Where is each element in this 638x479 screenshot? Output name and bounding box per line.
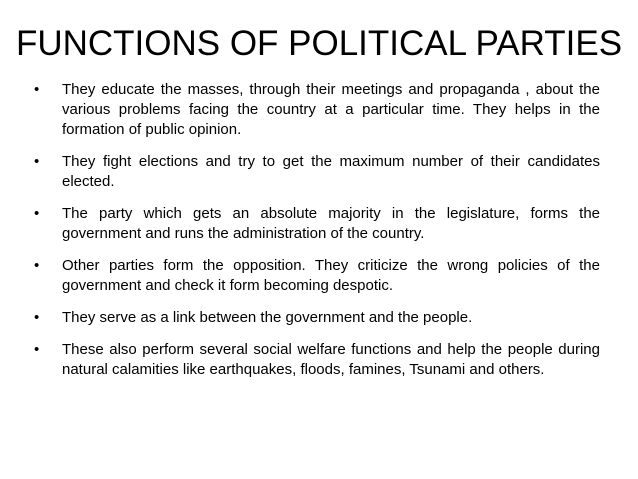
bullet-marker: • xyxy=(34,309,40,326)
bullet-text: The party which gets an absolute majority in the legislature, forms the government and runs the administration of the country. xyxy=(62,205,600,242)
bullet-item xyxy=(34,308,600,328)
bullet-marker: • xyxy=(34,257,40,274)
bullet-text: They educate the masses, through their meetings and propaganda , about the various problems facing the country at a particular time. They helps in the formation of public opinion. xyxy=(62,81,600,138)
bullet-marker: • xyxy=(34,205,40,222)
bullet-text: These also perform several social welfare functions and help the people during natural calamities like earthquakes, floods, famines, Tsunami and others. xyxy=(62,341,600,378)
bullet-item xyxy=(34,256,600,296)
bullet-item xyxy=(34,340,600,380)
bullet-marker: • xyxy=(34,153,40,170)
bullet-item xyxy=(34,204,600,244)
bullet-list xyxy=(34,80,600,392)
bullet-text: They fight elections and try to get the maximum number of their candidates elected. xyxy=(62,153,600,190)
bullet-item xyxy=(34,152,600,192)
bullet-marker: • xyxy=(34,341,40,358)
bullet-text: Other parties form the opposition. They criticize the wrong policies of the government and check it form becoming despotic. xyxy=(62,257,600,294)
slide-title: FUNCTIONS OF POLITICAL PARTIES xyxy=(15,24,623,63)
bullet-marker: • xyxy=(34,81,40,98)
bullet-text: They serve as a link between the government and the people. xyxy=(62,309,473,326)
bullet-item xyxy=(34,80,600,140)
